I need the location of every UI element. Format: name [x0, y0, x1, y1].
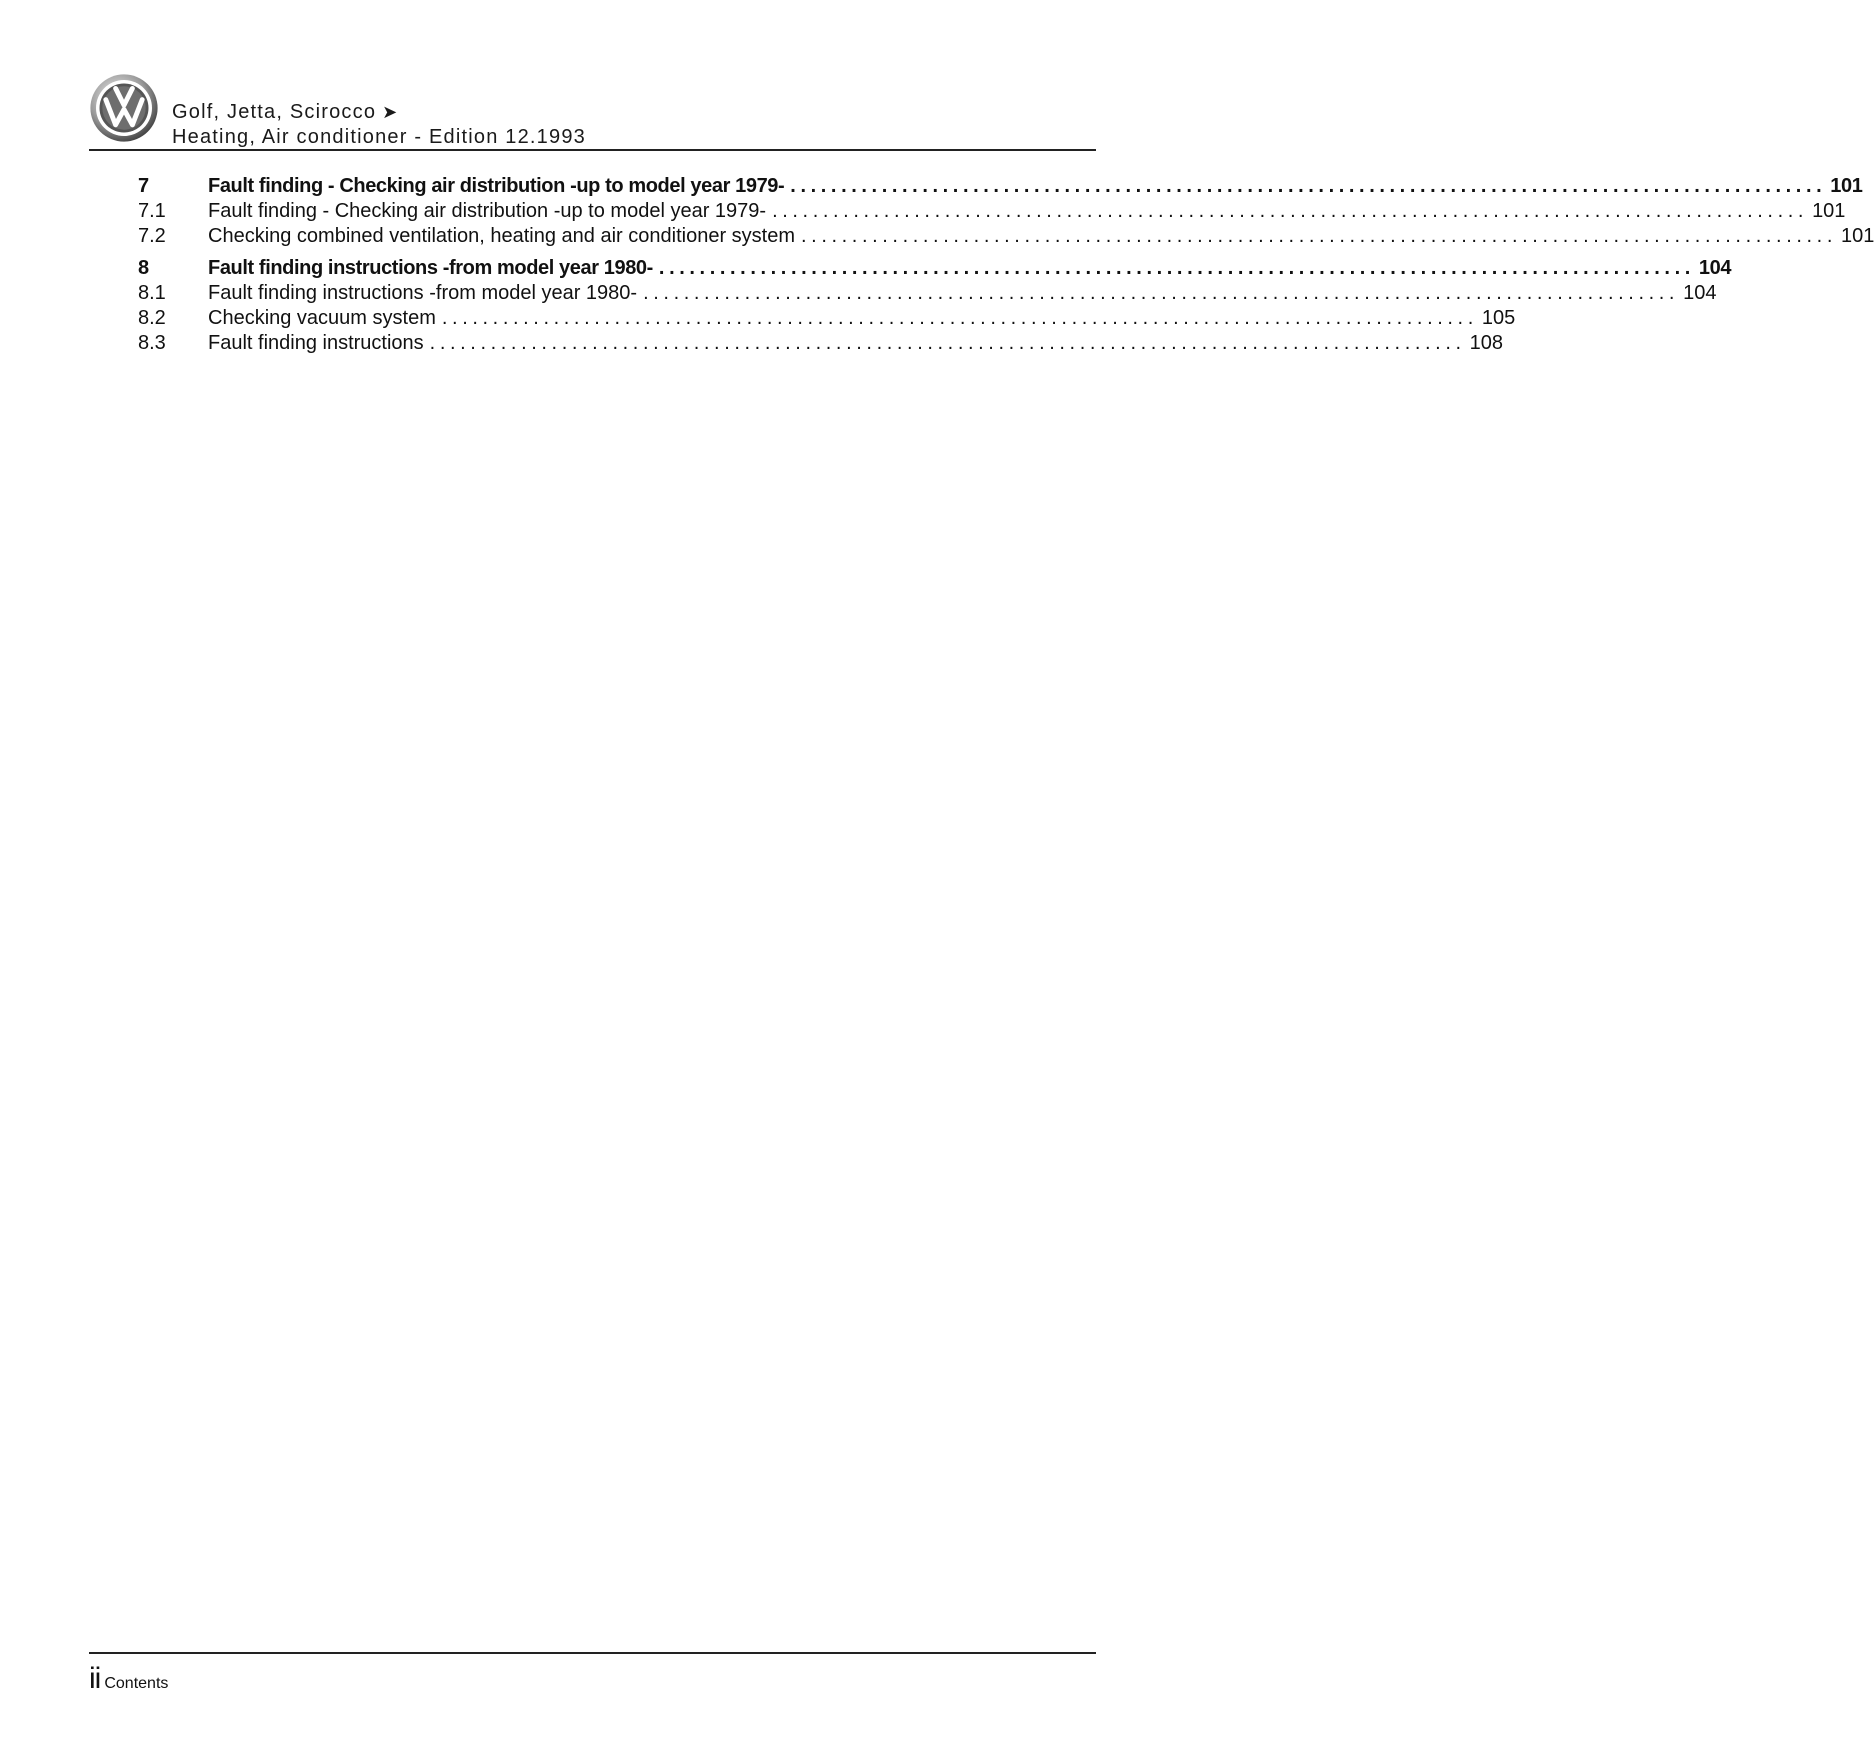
toc-entry-number: 8.2 [138, 307, 166, 329]
toc-leader-dots: ...................................................................................................... [643, 282, 1680, 304]
toc-entry-title: Fault finding instructions -from model year 1980- [208, 257, 653, 279]
vw-logo-icon [89, 73, 159, 143]
toc-entry-8-3[interactable] [138, 331, 1504, 356]
toc-entry-title: Fault finding instructions [208, 332, 424, 354]
toc-leader-dots: ...................................................................................................... [429, 332, 1466, 354]
header-divider [89, 149, 1096, 151]
footer-section-label: Contents [104, 1675, 169, 1692]
toc-entry-number: 8 [138, 257, 149, 279]
arrow-right-icon: ➤ [382, 102, 399, 122]
toc-entry-number: 7 [138, 175, 149, 197]
page-footer [89, 1664, 168, 1694]
table-of-contents [138, 174, 1874, 356]
toc-entry-7[interactable] [138, 174, 1863, 199]
toc-entry-8-2[interactable] [138, 306, 1516, 331]
toc-leader-dots: ...................................................................................................... [441, 307, 1478, 329]
toc-entry-number: 7.2 [138, 225, 166, 247]
toc-entry-page: 105 [1481, 307, 1516, 329]
toc-entry-title: Fault finding - Checking air distribution -up to model year 1979- [208, 200, 767, 222]
toc-entry-page: 101 [1830, 175, 1863, 197]
toc-entry-page: 101 [1812, 200, 1846, 222]
toc-entry-title: Checking combined ventilation, heating and air conditioner system [208, 225, 796, 247]
document-subtitle: Heating, Air conditioner - Edition 12.1993 [172, 126, 586, 148]
toc-entry-page: 104 [1698, 257, 1732, 279]
toc-entry-page: 108 [1469, 332, 1504, 354]
toc-entry-8[interactable] [138, 256, 1732, 281]
toc-entry-title: Fault finding - Checking air distribution -up to model year 1979- [208, 175, 785, 197]
toc-leader-dots: ...................................................................................................... [801, 225, 1837, 247]
toc-entry-7-1[interactable] [138, 199, 1846, 224]
toc-entry-page: 104 [1683, 282, 1717, 304]
toc-entry-number: 8.3 [138, 332, 166, 354]
toc-entry-page: 101 [1841, 225, 1874, 247]
toc-entry-7-2[interactable] [138, 224, 1874, 249]
toc-leader-dots: ...................................................................................................... [790, 175, 1827, 197]
footer-divider [89, 1652, 1096, 1654]
toc-leader-dots: ...................................................................................................... [658, 257, 1695, 279]
toc-entry-8-1[interactable] [138, 281, 1717, 306]
toc-entry-number: 8.1 [138, 282, 166, 304]
document-title [172, 99, 398, 125]
toc-entry-number: 7.1 [138, 200, 166, 222]
footer-page-number: ii [89, 1662, 101, 1695]
document-title-text: Golf, Jetta, Scirocco [172, 101, 377, 123]
toc-entry-title: Fault finding instructions -from model year 1980- [208, 282, 638, 304]
toc-entry-title: Checking vacuum system [208, 307, 436, 329]
toc-leader-dots: ...................................................................................................... [772, 200, 1809, 222]
